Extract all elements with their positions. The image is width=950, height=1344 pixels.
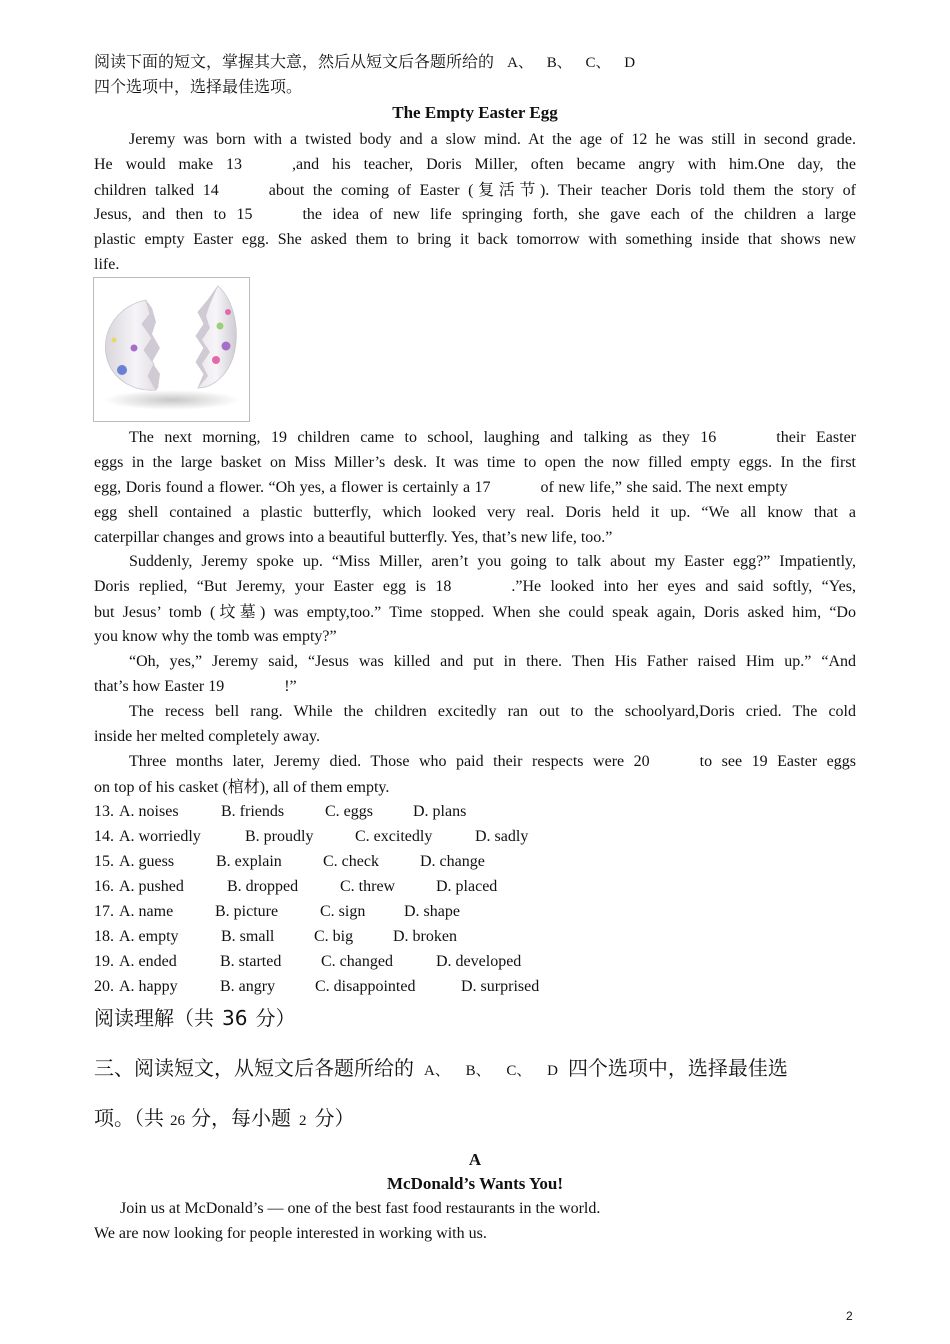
question-16-option-d: D. placed bbox=[436, 878, 498, 895]
question-18-option-a: 18. A. empty bbox=[94, 928, 179, 945]
p2-line-5: caterpillar changes and grows into a beautiful butterfly. Yes, that’s new life, too.” bbox=[94, 529, 613, 546]
p3-line-2: Doris replied, “But Jeremy, your Easter egg is 18 .”He looked into her eyes and said softly, “Yes, bbox=[94, 578, 856, 595]
p2-line-3: egg, Doris found a flower. “Oh yes, a flower is certainly a 17 of new life,” she said. The next empty bbox=[94, 479, 788, 496]
question-13-option-d: D. plans bbox=[413, 803, 467, 820]
p4-line-2: that’s how Easter 19 !” bbox=[94, 678, 297, 695]
question-number: 14. bbox=[94, 828, 114, 845]
p1-line-5: plastic empty Easter egg. She asked them to bring it back tomorrow with something inside that shows new bbox=[94, 231, 856, 248]
question-17-option-a: 17. A. name bbox=[94, 903, 174, 920]
p2-line-2: eggs in the large basket on Miss Miller’s desk. It was time to open the now filled empty eggs. In the first bbox=[94, 454, 856, 471]
question-16-option-a: 16. A. pushed bbox=[94, 878, 184, 895]
question-17-option-c: C. sign bbox=[320, 903, 366, 920]
question-20-option-d: D. surprised bbox=[461, 978, 540, 995]
question-14-option-c: C. excitedly bbox=[355, 828, 433, 845]
question-number: 19. bbox=[94, 953, 114, 970]
instruction-text: 阅读下面的短文，掌握其大意，然后从短文后各题所给的 bbox=[94, 52, 495, 71]
p1-line-2: He would make 13 ,and his teacher, Doris Miller, often became angry with him.One day, the bbox=[94, 156, 856, 173]
question-16-option-c: C. threw bbox=[340, 878, 396, 895]
p3-line-1: Suddenly, Jeremy spoke up. “Miss Miller, aren’t you going to talk about my Easter egg?” Impatiently, bbox=[129, 553, 856, 570]
instruction-line-1 bbox=[94, 52, 635, 73]
question-19-option-b: B. started bbox=[220, 953, 282, 970]
question-number: 13. bbox=[94, 803, 114, 820]
p2-line-4: egg shell contained a plastic butterfly, which looked very real. Doris held it up. “We all know that a bbox=[94, 504, 856, 521]
question-15-option-c: C. check bbox=[323, 853, 379, 870]
section-heading-points: 项。（共 26 分，每小题 2 分） bbox=[94, 1106, 355, 1130]
p1-line-3: children talked 14 about the coming of Easter (复活节). Their teacher Doris told them the story of bbox=[94, 180, 856, 199]
question-18-option-d: D. broken bbox=[393, 928, 457, 945]
question-13-option-b: B. friends bbox=[221, 803, 285, 820]
instruction-choices: A、 B、 C、 D bbox=[507, 55, 636, 71]
p1-line-6: life. bbox=[94, 256, 120, 273]
section-heading-instruction: 三、阅读短文，从短文后各题所给的 A、 B、 C、 D 四个选项中，选择最佳选 bbox=[94, 1056, 788, 1080]
question-14-option-a: 14. A. worriedly bbox=[94, 828, 201, 845]
broken-easter-egg-icon bbox=[94, 278, 249, 421]
broken-easter-egg-image bbox=[93, 277, 250, 422]
passage-line-1: Join us at McDonald’s — one of the best fast food restaurants in the world. bbox=[120, 1200, 601, 1217]
question-14-option-d: D. sadly bbox=[475, 828, 529, 845]
p6-line-1: Three months later, Jeremy died. Those who paid their respects were 20 to see 19 Easter eggs bbox=[129, 753, 856, 770]
question-13-option-a: 13. A. noises bbox=[94, 803, 179, 820]
passage-line-2: We are now looking for people interested in working with us. bbox=[94, 1225, 487, 1242]
passage-label: A bbox=[468, 1150, 482, 1169]
instruction-line-2: 四个选项中，选择最佳选项。 bbox=[94, 77, 303, 96]
question-number: 17. bbox=[94, 903, 114, 920]
p1-line-1: Jeremy was born with a twisted body and a slow mind. At the age of 12 he was still in second grade. bbox=[129, 131, 856, 148]
question-20-option-c: C. disappointed bbox=[315, 978, 416, 995]
section-heading-reading: 阅读理解（共 36 分） bbox=[94, 1006, 296, 1030]
page-number: 2 bbox=[846, 1309, 853, 1323]
question-number: 18. bbox=[94, 928, 114, 945]
passage-title: McDonald’s Wants You! bbox=[386, 1174, 563, 1193]
question-19-option-c: C. changed bbox=[321, 953, 393, 970]
question-17-option-d: D. shape bbox=[404, 903, 460, 920]
p6-line-2: on top of his casket (棺材), all of them empty. bbox=[94, 777, 390, 796]
p4-line-1: “Oh, yes,” Jeremy said, “Jesus was killed and put in there. Then His Father raised Him up.” “And bbox=[129, 653, 856, 670]
question-18-option-b: B. small bbox=[221, 928, 275, 945]
p5-line-1: The recess bell rang. While the children excitedly ran out to the schoolyard,Doris cried. The cold bbox=[129, 703, 856, 720]
question-15-option-a: 15. A. guess bbox=[94, 853, 175, 870]
p3-line-4: you know why the tomb was empty?” bbox=[94, 628, 337, 645]
question-17-option-b: B. picture bbox=[215, 903, 279, 920]
question-number: 20. bbox=[94, 978, 114, 995]
question-number: 16. bbox=[94, 878, 114, 895]
question-20-option-b: B. angry bbox=[220, 978, 276, 995]
p1-line-4: Jesus, and then to 15 the idea of new life springing forth, she gave each of the children a large bbox=[94, 206, 857, 223]
question-14-option-b: B. proudly bbox=[245, 828, 314, 845]
question-18-option-c: C. big bbox=[314, 928, 354, 945]
question-16-option-b: B. dropped bbox=[227, 878, 299, 895]
question-19-option-a: 19. A. ended bbox=[94, 953, 177, 970]
story-title: The Empty Easter Egg bbox=[392, 103, 558, 122]
question-15-option-d: D. change bbox=[420, 853, 485, 870]
question-19-option-d: D. developed bbox=[436, 953, 522, 970]
question-15-option-b: B. explain bbox=[216, 853, 282, 870]
p2-line-1: The next morning, 19 children came to school, laughing and talking as they 16 their Easter bbox=[129, 429, 857, 446]
p5-line-2: inside her melted completely away. bbox=[94, 728, 320, 745]
p3-line-3: but Jesus’ tomb (坟墓) was empty,too.” Time stopped. When she could speak again, Doris asked him, “Do bbox=[94, 602, 856, 621]
question-20-option-a: 20. A. happy bbox=[94, 978, 178, 995]
question-13-option-c: C. eggs bbox=[325, 803, 373, 820]
question-number: 15. bbox=[94, 853, 114, 870]
